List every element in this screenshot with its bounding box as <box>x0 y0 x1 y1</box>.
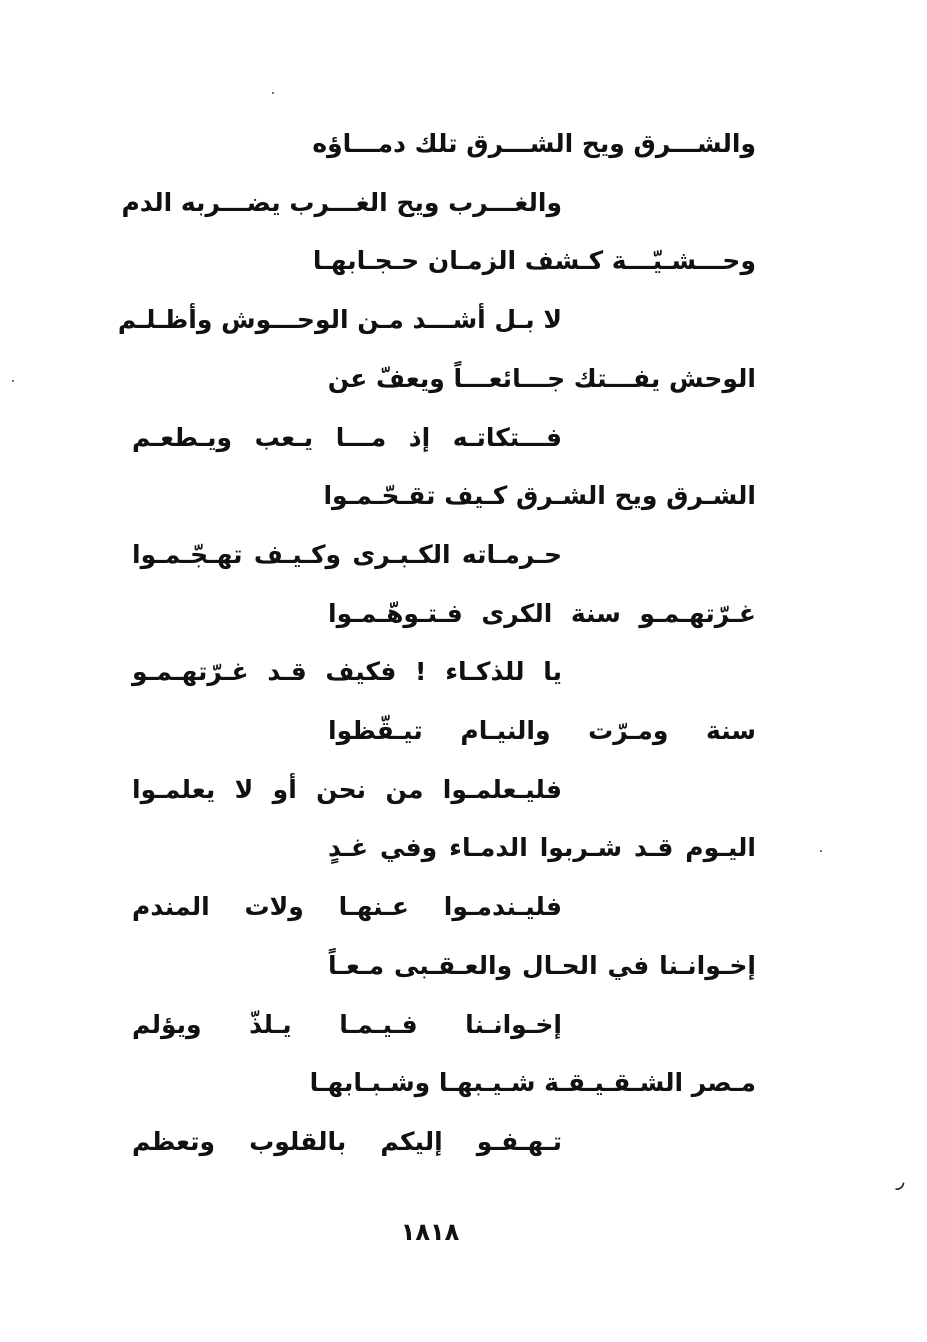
verse-first-hemistich: الوحش يفـــتك جـــائعـــاً ويعفّ عن <box>327 363 756 393</box>
verse-first-hemistich: اليـوم قـد شـربوا الدمـاء وفي غـدٍ <box>328 833 756 863</box>
verse-second-hemistich: والغـــرب ويح الغـــرب يضـــربه الدم <box>121 187 562 217</box>
verse-second-hemistich: إخـوانـنا فـيـمـا يـلذّ ويؤلم <box>132 1009 562 1039</box>
verse-first-hemistich: وحـــشـيّـــة كـشف الزمـان حـجـابهـا <box>312 246 756 276</box>
verse-first-hemistich: الشـرق ويح الشـرق كـيف تقـحّـمـوا <box>323 481 756 511</box>
verse-second-hemistich: تـهـفـو إليكم بالقلوب وتعظم <box>132 1126 562 1156</box>
verse-second-hemistich: فـــتكاتـه إذ مـــا يـعب ويـطعـم <box>132 422 562 452</box>
speck-dot <box>820 850 822 852</box>
verse-first-hemistich: سنة ومـرّت والنيـام تيـقّظوا <box>328 716 756 745</box>
verse-second-hemistich: لا بـل أشـــد مـن الوحـــوش وأظـلـم <box>117 305 562 335</box>
margin-mark: ٫ <box>893 1169 910 1196</box>
verse-second-hemistich: حـرمـاته الكـبـرى وكـيـف تهـجّـمـوا <box>132 539 562 569</box>
verse-first-hemistich: غـرّتهـمـو سنة الكرى فـتـوهّـمـوا <box>328 598 756 628</box>
page-number: ١٨١٨ <box>400 1218 460 1246</box>
speck-dot <box>272 92 274 94</box>
verse-first-hemistich: إخـوانـنا في الحـال والعـقـبى مـعـاً <box>328 950 756 980</box>
speck-dot <box>12 380 14 382</box>
verse-second-hemistich: فليـندمـوا عـنهـا ولات المندم <box>132 892 562 922</box>
verse-first-hemistich: والشـــرق ويح الشـــرق تلك دمـــاؤه <box>312 129 756 158</box>
verse-second-hemistich: يا للذكـاء ! فكيف قـد غـرّتهـمـو <box>132 657 562 687</box>
verse-second-hemistich: فليـعلمـوا من نحن أو لا يعلمـوا <box>132 774 562 804</box>
verse-first-hemistich: مـصر الشـقـيـقـة شـيـبهـا وشـبـابهـا <box>309 1068 756 1098</box>
